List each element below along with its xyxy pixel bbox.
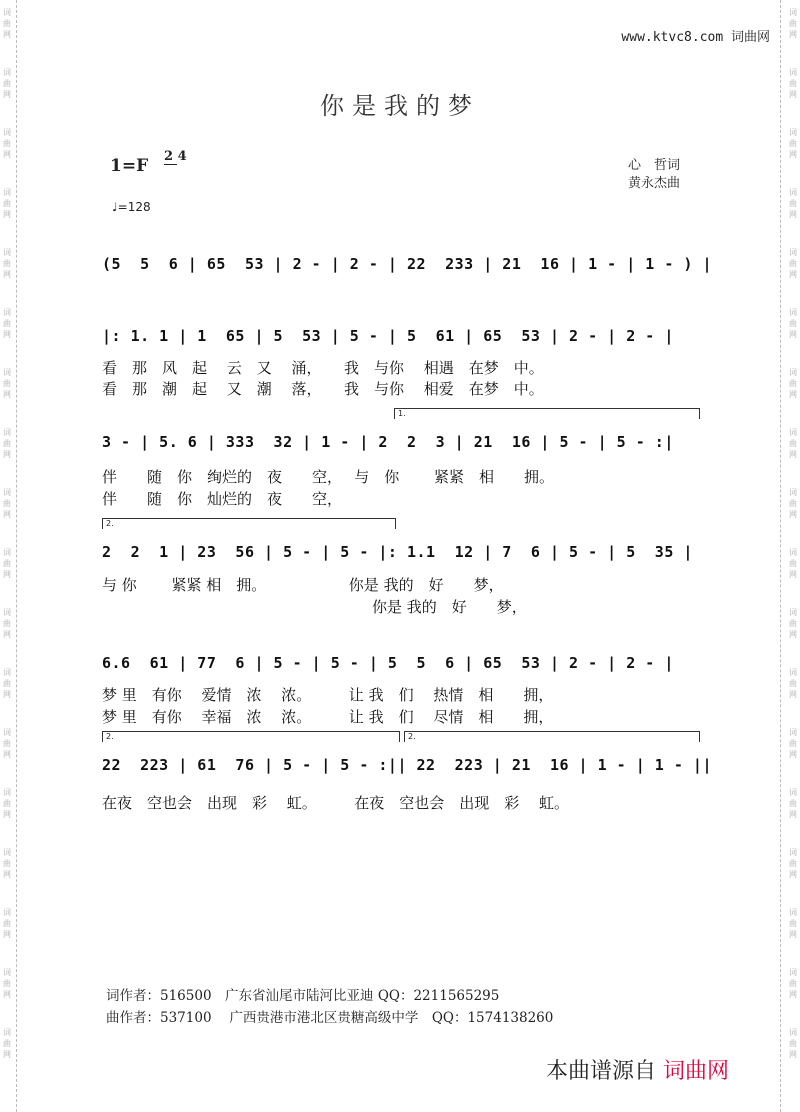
watermark-glyph: 曲 xyxy=(3,319,11,328)
watermark-glyph: 网 xyxy=(3,330,11,339)
watermark-glyph: 曲 xyxy=(3,739,11,748)
watermark-glyph: 网 xyxy=(789,630,797,639)
watermark-glyph: 网 xyxy=(789,990,797,999)
watermark-glyph: 词 xyxy=(789,248,797,257)
watermark-glyph: 曲 xyxy=(3,559,11,568)
lyricist-info: 词作者：516500 广东省汕尾市陆河比亚迪 QQ：2211565295 xyxy=(106,988,500,1004)
watermark-glyph: 网 xyxy=(3,810,11,819)
watermark-glyph: 词 xyxy=(789,428,797,437)
lyric-line: 你是 我的 好 梦， xyxy=(102,598,527,616)
watermark-glyph: 词 xyxy=(789,128,797,137)
watermark-glyph: 曲 xyxy=(789,859,797,868)
volta-second-ending xyxy=(404,731,700,742)
watermark-glyph: 词 xyxy=(789,68,797,77)
watermark-glyph: 网 xyxy=(789,210,797,219)
watermark-glyph: 曲 xyxy=(789,619,797,628)
lyric-line: 看 那 风 起 云 又 涌， 我 与你 相遇 在梦 中。 xyxy=(102,359,544,377)
time-top: 2 xyxy=(164,149,174,164)
brand-prefix: 本曲谱源自 xyxy=(546,1059,657,1084)
watermark-glyph: 词 xyxy=(3,248,11,257)
watermark-glyph: 网 xyxy=(789,690,797,699)
watermark-glyph: 词 xyxy=(3,1028,11,1037)
watermark-glyph: 词 xyxy=(789,608,797,617)
watermark-glyph: 曲 xyxy=(789,319,797,328)
watermark-glyph: 曲 xyxy=(789,1039,797,1048)
watermark-glyph: 曲 xyxy=(3,139,11,148)
watermark-glyph: 网 xyxy=(3,270,11,279)
watermark-glyph: 词 xyxy=(3,668,11,677)
watermark-glyph: 词 xyxy=(789,488,797,497)
watermark-glyph: 曲 xyxy=(3,919,11,928)
volta-label: 1. xyxy=(398,409,406,418)
lyric-line: 与 你 紧紧 相 拥。 你是 我的 好 梦， xyxy=(102,576,504,594)
left-watermark-strip xyxy=(0,0,14,1112)
watermark-glyph: 网 xyxy=(789,450,797,459)
lyric-line: 在夜 空也会 出现 彩 虹。 在夜 空也会 出现 彩 虹。 xyxy=(102,794,570,812)
watermark-glyph: 词 xyxy=(3,548,11,557)
watermark-glyph: 词 xyxy=(789,908,797,917)
watermark-glyph: 网 xyxy=(3,210,11,219)
song-title: 你是我的梦 xyxy=(320,92,480,120)
lyric-line: 梦 里 有你 幸福 浓 浓。 让 我 们 尽情 相 拥， xyxy=(102,708,554,726)
watermark-glyph: 网 xyxy=(789,270,797,279)
watermark-glyph: 词 xyxy=(789,1028,797,1037)
score-row-1 xyxy=(102,255,712,295)
watermark-glyph: 词 xyxy=(3,428,11,437)
time-signature xyxy=(164,150,187,163)
watermark-glyph: 网 xyxy=(789,870,797,879)
volta-label: 2. xyxy=(106,732,114,741)
watermark-glyph: 词 xyxy=(789,308,797,317)
watermark-glyph: 词 xyxy=(3,8,11,17)
watermark-glyph: 网 xyxy=(789,510,797,519)
watermark-glyph: 曲 xyxy=(3,619,11,628)
watermark-glyph: 曲 xyxy=(3,79,11,88)
site-url[interactable]: www.ktvc8.com 词曲网 xyxy=(621,30,770,45)
watermark-glyph: 词 xyxy=(3,68,11,77)
watermark-glyph: 网 xyxy=(3,690,11,699)
watermark-glyph: 网 xyxy=(3,930,11,939)
brand-name[interactable]: 词曲网 xyxy=(663,1059,730,1084)
lyric-line: 伴 随 你 灿烂的 夜 空， xyxy=(102,490,343,508)
watermark-glyph: 曲 xyxy=(789,739,797,748)
watermark-glyph: 网 xyxy=(3,450,11,459)
lyric-line: 看 那 潮 起 又 潮 落， 我 与你 相爱 在梦 中。 xyxy=(102,380,544,398)
volta-label: 2. xyxy=(408,732,416,741)
watermark-glyph: 曲 xyxy=(3,379,11,388)
watermark-glyph: 曲 xyxy=(3,1039,11,1048)
watermark-glyph: 曲 xyxy=(3,679,11,688)
watermark-glyph: 曲 xyxy=(789,919,797,928)
watermark-glyph: 词 xyxy=(789,968,797,977)
watermark-glyph: 网 xyxy=(789,30,797,39)
watermark-glyph: 词 xyxy=(789,848,797,857)
watermark-glyph: 曲 xyxy=(789,19,797,28)
watermark-glyph: 曲 xyxy=(3,259,11,268)
watermark-glyph: 词 xyxy=(3,128,11,137)
watermark-glyph: 曲 xyxy=(789,679,797,688)
watermark-glyph: 曲 xyxy=(789,139,797,148)
watermark-glyph: 词 xyxy=(3,788,11,797)
watermark-glyph: 词 xyxy=(3,968,11,977)
watermark-glyph: 曲 xyxy=(789,559,797,568)
watermark-glyph: 曲 xyxy=(3,859,11,868)
watermark-glyph: 曲 xyxy=(3,979,11,988)
watermark-glyph: 网 xyxy=(3,90,11,99)
watermark-glyph: 词 xyxy=(789,188,797,197)
watermark-glyph: 词 xyxy=(789,548,797,557)
watermark-glyph: 曲 xyxy=(3,199,11,208)
right-watermark-strip xyxy=(786,0,800,1112)
volta-first-ending xyxy=(394,408,700,419)
notation-line: 2 2 1 | 23 56 | 5 - | 5 - |: 1.1 12 | 7 6 | 5 - | 5 35 | xyxy=(102,543,693,561)
watermark-glyph: 词 xyxy=(3,368,11,377)
watermark-glyph: 曲 xyxy=(789,439,797,448)
watermark-glyph: 网 xyxy=(789,390,797,399)
watermark-glyph: 词 xyxy=(789,728,797,737)
watermark-glyph: 网 xyxy=(3,510,11,519)
watermark-glyph: 网 xyxy=(789,750,797,759)
watermark-glyph: 网 xyxy=(789,570,797,579)
watermark-glyph: 网 xyxy=(789,930,797,939)
watermark-glyph: 词 xyxy=(3,908,11,917)
watermark-glyph: 词 xyxy=(789,788,797,797)
watermark-glyph: 曲 xyxy=(3,799,11,808)
watermark-glyph: 曲 xyxy=(789,979,797,988)
score-row-6 xyxy=(102,756,712,796)
watermark-glyph: 网 xyxy=(3,750,11,759)
notation-line: 6.6 61 | 77 6 | 5 - | 5 - | 5 5 6 | 65 53 | 2 - | 2 - | xyxy=(102,654,674,672)
watermark-glyph: 词 xyxy=(789,368,797,377)
watermark-glyph: 曲 xyxy=(3,19,11,28)
watermark-glyph: 词 xyxy=(3,608,11,617)
watermark-glyph: 网 xyxy=(3,30,11,39)
notation-line: (5 5 6 | 65 53 | 2 - | 2 - | 22 233 | 21 16 | 1 - | 1 - ) | xyxy=(102,255,712,273)
watermark-glyph: 词 xyxy=(3,848,11,857)
lyric-line: 伴 随 你 绚烂的 夜 空， 与 你 紧紧 相 拥。 xyxy=(102,468,555,486)
lyricist-credit: 心 哲词 xyxy=(628,158,681,173)
watermark-glyph: 曲 xyxy=(789,799,797,808)
watermark-glyph: 网 xyxy=(3,630,11,639)
watermark-glyph: 曲 xyxy=(3,439,11,448)
time-bar xyxy=(164,164,177,165)
watermark-glyph: 网 xyxy=(3,570,11,579)
watermark-glyph: 网 xyxy=(3,990,11,999)
composer-credit: 黄永杰曲 xyxy=(628,176,681,191)
volta-second-ending xyxy=(102,731,400,742)
watermark-glyph: 词 xyxy=(3,188,11,197)
watermark-glyph: 网 xyxy=(3,870,11,879)
watermark-glyph: 曲 xyxy=(3,499,11,508)
volta-label: 2. xyxy=(106,519,114,528)
composer-info: 曲作者：537100 广西贵港市港北区贵糖高级中学 QQ：1574138260 xyxy=(106,1010,554,1026)
watermark-glyph: 网 xyxy=(789,1050,797,1059)
watermark-glyph: 曲 xyxy=(789,199,797,208)
lyric-line: 梦 里 有你 爱情 浓 浓。 让 我 们 热情 相 拥， xyxy=(102,686,554,704)
volta-second-ending xyxy=(102,518,396,529)
notation-line: 22 223 | 61 76 | 5 - | 5 - :|| 22 223 | 21 16 | 1 - | 1 - || xyxy=(102,756,712,774)
watermark-glyph: 网 xyxy=(789,150,797,159)
watermark-glyph: 曲 xyxy=(789,79,797,88)
watermark-glyph: 词 xyxy=(3,728,11,737)
watermark-glyph: 词 xyxy=(789,8,797,17)
notation-line: 3 - | 5. 6 | 333 32 | 1 - | 2 2 3 | 21 16 | 5 - | 5 - :| xyxy=(102,433,674,451)
watermark-glyph: 网 xyxy=(3,390,11,399)
watermark-glyph: 网 xyxy=(789,330,797,339)
watermark-glyph: 曲 xyxy=(789,259,797,268)
watermark-glyph: 曲 xyxy=(789,499,797,508)
watermark-glyph: 网 xyxy=(789,90,797,99)
watermark-glyph: 词 xyxy=(3,308,11,317)
watermark-glyph: 词 xyxy=(3,488,11,497)
watermark-glyph: 网 xyxy=(3,150,11,159)
source-brand[interactable] xyxy=(546,1054,729,1085)
watermark-glyph: 网 xyxy=(789,810,797,819)
tempo-marking: ♩=128 xyxy=(112,200,151,214)
watermark-glyph: 曲 xyxy=(789,379,797,388)
watermark-glyph: 词 xyxy=(789,668,797,677)
watermark-glyph: 网 xyxy=(3,1050,11,1059)
notation-line: |: 1. 1 | 1 65 | 5 53 | 5 - | 5 61 | 65 53 | 2 - | 2 - | xyxy=(102,327,674,345)
time-bottom: 4 xyxy=(177,149,187,164)
key-signature: 1=F xyxy=(110,156,149,176)
